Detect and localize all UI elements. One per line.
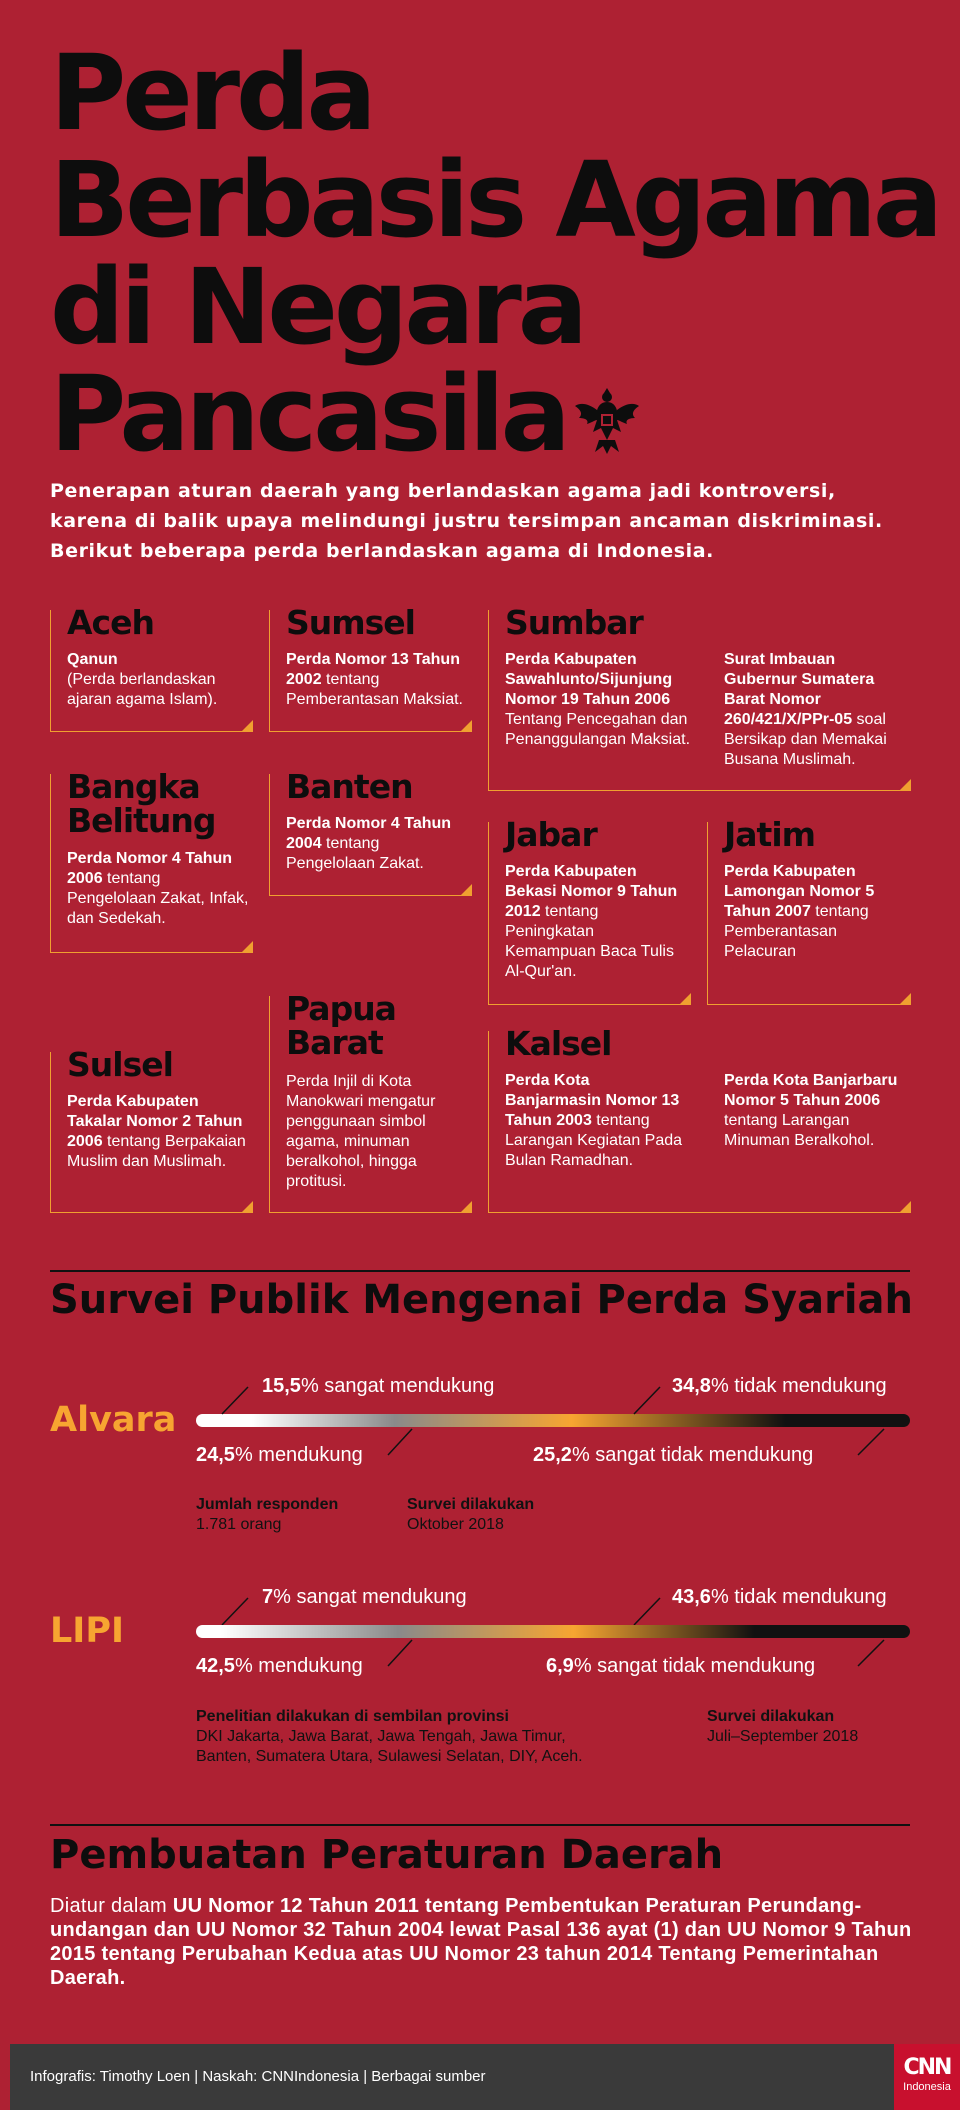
region-text-2: Surat Imbauan Gubernur Sumatera Barat Nomor 260/421/X/PPr-05 soal Bersikap dan Memakai Busana Muslimah.	[724, 651, 887, 768]
intro-text: Penerapan aturan daerah yang berlandaskan agama jadi kontroversi, karena di balik upaya melindungi justru tersimpan ancaman diskriminasi. Berikut beberapa perda berlandaskan agama di Indonesia.	[50, 480, 883, 562]
region-text: Perda Nomor 4 Tahun 2004 tentang Pengelolaan Zakat.	[286, 815, 452, 872]
region-text: Qanun (Perda berlandaskan ajaran agama Islam).	[67, 651, 218, 708]
alvara-responden: Jumlah responden 1.781 orang	[196, 1496, 339, 1533]
alvara-sangat-tidak-mendukung: 25,2% sangat tidak mendukung	[533, 1444, 814, 1466]
pembuatan-heading: Pembuatan Peraturan Daerah	[50, 1832, 724, 1878]
region-name: Sumsel	[286, 603, 415, 642]
region-text: Perda Nomor 4 Tahun 2006 tentang Pengelolaan Zakat, Infak, dan Sedekah.	[67, 850, 249, 927]
cnn-logo-text: CNN	[903, 2055, 951, 2080]
pembuatan-text: Diatur dalam UU Nomor 12 Tahun 2011 tentang Pembentukan Peraturan Perundang-undangan dan UU Nomor 32 Tahun 2004 lewat Pasal 136 ayat (1) dan UU Nomor 9 Tahun 2015 tentang Perubahan Kedua atas UU Nomor 23 tahun 2014 Tentang Pemerintahan Daerah.	[50, 1895, 912, 1989]
lipi-tidak-mendukung: 43,6% tidak mendukung	[672, 1586, 887, 1608]
title-line-3: di Negara	[50, 246, 584, 368]
cnn-logo-sub: Indonesia	[903, 2081, 951, 2093]
alvara-tanggal: Survei dilakukan Oktober 2018	[407, 1496, 535, 1533]
region-card-papua-barat	[269, 989, 472, 1213]
region-name: Jabar	[505, 815, 597, 854]
region-text: Perda Kabupaten Takalar Nomor 2 Tahun 2006 tentang Berpakaian Muslim dan Muslimah.	[67, 1093, 246, 1170]
region-name: Sulsel	[67, 1045, 173, 1084]
region-card-jabar	[488, 815, 691, 1005]
leader-alvara-2	[388, 1429, 412, 1455]
region-card-sumbar	[488, 603, 911, 791]
alvara-mendukung: 24,5% mendukung	[196, 1444, 363, 1466]
section-divider-survey	[50, 1270, 910, 1272]
leader-alvara-3	[634, 1387, 660, 1414]
region-name: Papua Barat	[286, 989, 396, 1062]
title-line-4-wrap	[50, 353, 930, 475]
survey-name-alvara: Alvara	[50, 1400, 177, 1440]
section-divider-pembuatan	[50, 1824, 910, 1826]
region-text: Perda Nomor 13 Tahun 2002 tentang Pemberantasan Maksiat.	[286, 651, 463, 708]
alvara-tidak-mendukung: 34,8% tidak mendukung	[672, 1375, 887, 1397]
region-text: Perda Injil di Kota Manokwari mengatur penggunaan simbol agama, minuman beralkohol, hingga protitusi.	[286, 1073, 436, 1190]
footer-credits: Infografis: Timothy Loen | Naskah: CNNIndonesia | Berbagai sumber	[10, 2044, 894, 2110]
leader-alvara-4	[858, 1429, 884, 1455]
title-line-2: Berbasis Agama	[50, 139, 940, 261]
region-name: Aceh	[67, 603, 154, 642]
region-card-bangka-belitung	[50, 767, 253, 953]
region-name: Kalsel	[505, 1024, 612, 1063]
region-name: Jatim	[724, 815, 816, 854]
region-text-1: Perda Kabupaten Sawahlunto/Sijunjung Nomor 19 Tahun 2006 Tentang Pencegahan dan Penanggulangan Maksiat.	[505, 651, 691, 748]
lipi-tanggal: Survei dilakukan Juli–September 2018	[707, 1708, 859, 1745]
region-text-1: Perda Kota Banjarmasin Nomor 13 Tahun 2003 tentang Larangan Kegiatan Pada Bulan Ramadhan.	[505, 1072, 683, 1169]
title-line-1: Perda	[50, 32, 373, 154]
page-title	[50, 32, 940, 475]
survey-bar-lipi	[196, 1625, 910, 1638]
region-card-sulsel	[50, 1045, 253, 1213]
region-card-kalsel	[488, 1024, 911, 1213]
region-name: Sumbar	[505, 603, 643, 642]
region-name: Banten	[286, 767, 413, 806]
lipi-sangat-mendukung: 7% sangat mendukung	[262, 1586, 467, 1608]
garuda-pancasila-icon	[575, 388, 639, 454]
lipi-provinsi: Penelitian dilakukan di sembilan provinsi DKI Jakarta, Jawa Barat, Jawa Tengah, Jawa Timur, Banten, Sumatera Utara, Sulawesi Selatan, DIY, Aceh.	[196, 1708, 583, 1765]
region-card-aceh	[50, 603, 253, 732]
alvara-sangat-mendukung: 15,5% sangat mendukung	[262, 1375, 495, 1397]
region-text: Perda Kabupaten Lamongan Nomor 5 Tahun 2007 tentang Pemberantasan Pelacuran	[724, 863, 875, 960]
leader-lipi-1	[222, 1598, 248, 1625]
region-name: Bangka Belitung	[67, 767, 216, 840]
leader-lipi-2	[388, 1640, 412, 1666]
leader-lipi-4	[858, 1640, 884, 1666]
region-card-sumsel	[269, 603, 472, 732]
survey-bar-alvara	[196, 1414, 910, 1427]
lipi-sangat-tidak-mendukung: 6,9% sangat tidak mendukung	[546, 1655, 816, 1677]
survey-heading: Survei Publik Mengenai Perda Syariah	[50, 1277, 914, 1323]
cnn-logo	[894, 2044, 960, 2110]
region-card-banten	[269, 767, 472, 896]
title-line-4: Pancasila	[50, 353, 567, 475]
region-text-2: Perda Kota Banjarbaru Nomor 5 Tahun 2006 tentang Larangan Minuman Beralkohol.	[724, 1072, 898, 1149]
region-text: Perda Kabupaten Bekasi Nomor 9 Tahun 2012 tentang Peningkatan Kemampuan Baca Tulis Al-Qur'an.	[505, 863, 678, 980]
lipi-mendukung: 42,5% mendukung	[196, 1655, 363, 1677]
leader-lipi-3	[634, 1598, 660, 1625]
region-card-jatim	[707, 815, 911, 1005]
survey-name-lipi: LIPI	[50, 1611, 124, 1651]
leader-alvara-1	[222, 1387, 248, 1414]
